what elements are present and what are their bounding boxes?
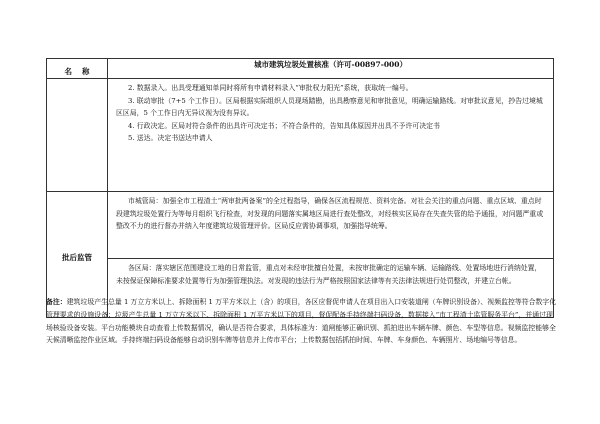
remarks-text: 建筑垃圾产生总量 1 万立方米以上、拆除面积 1 万平方米以上（含）的项目，各区应督促申请人在项目出入口安装道闸（车牌识别设备）、视频监控等符合数字化管理要求的设施设备；垃圾产生总量 1 万立方米以下、拆除面积 1 万平方米以下的项目，督促配备手持终端扫码设备，数据接入“市工程渣土监管服务平台”，并通过现场核验设备安装。平台功能模块自动查看上传数据情况，确认是否符合要求，具体标准为：道闸能够正确识别、抓拍进出车辆车牌、颜色、车型等信息。视频监控能够全天候清晰监控作业区域。手持终端扫码设备能够自动识别车牌等信息并上传市平台；上传数据包括抓拍时间、车牌、车身颜色、车辆照片、场地编号等信息。: [46, 298, 557, 345]
supervision-label: 批后监管: [62, 253, 92, 262]
step-delivery: 5. 送达。决定书送达申请人: [128, 134, 213, 142]
remarks-block: [46, 296, 558, 347]
header-title-cell: [108, 59, 554, 79]
district-bureau-text: 各区局：落实辖区范围建设工地的日常监管，重点对未经审批擅自处置，未按审批确定的运输车辆、运输路线、处置场地进行消纳处置，未按保证保障标准要求处置等行为加强管理执法。对发现的违法行为严格按照国家法律等有关法律法规进行处罚整改，并建立台帐。: [116, 264, 542, 285]
step-joint-approval: 3. 联动审批（7+5 个工作日）。区局根据实际组织人员现场踏勘，出具勘察意见和审批意见，明确运输路线。对审批议意见，抄告过境城区区局，5 个工作日内无异议视为没有异议。: [116, 96, 543, 117]
remarks-label: 备注：: [46, 298, 67, 306]
step-administrative-decision: 4. 行政决定。区局对符合条件的出具许可决定书；不符合条件的，告知具体原因并出具不予许可决定书: [128, 121, 440, 130]
table-header-row: [47, 59, 554, 79]
process-row: [47, 79, 554, 192]
process-steps-cell: [108, 79, 554, 192]
header-label-cell: [47, 59, 108, 79]
process-label-cell: [47, 79, 108, 192]
approval-table: [46, 58, 554, 318]
header-label: 名称: [64, 67, 100, 76]
step-data-entry: 2. 数据录入。出具受理通知单同时将所有申请材料录入“审批权力阳光”系统，获取统一编号。: [128, 84, 413, 92]
city-bureau-text: 市城管局：加强全市工程渣土“两审批两备案”的全过程指导，确保各区流程规范、资料完备。对社会关注的重点问题、重点区域、重点时段建筑垃圾处置行为等每月组织飞行检查，对发现的问题落实属地区局进行查处整改，对经核实区局存在失查失管的给予通报，对问题严重或整改不力的进行督办并纳入年度建筑垃圾管理评价。区局反应需协调事项，加强指导统筹。: [116, 197, 544, 230]
item-title: 城市建筑垃圾处置核准（许可-00897-000）: [254, 60, 407, 69]
